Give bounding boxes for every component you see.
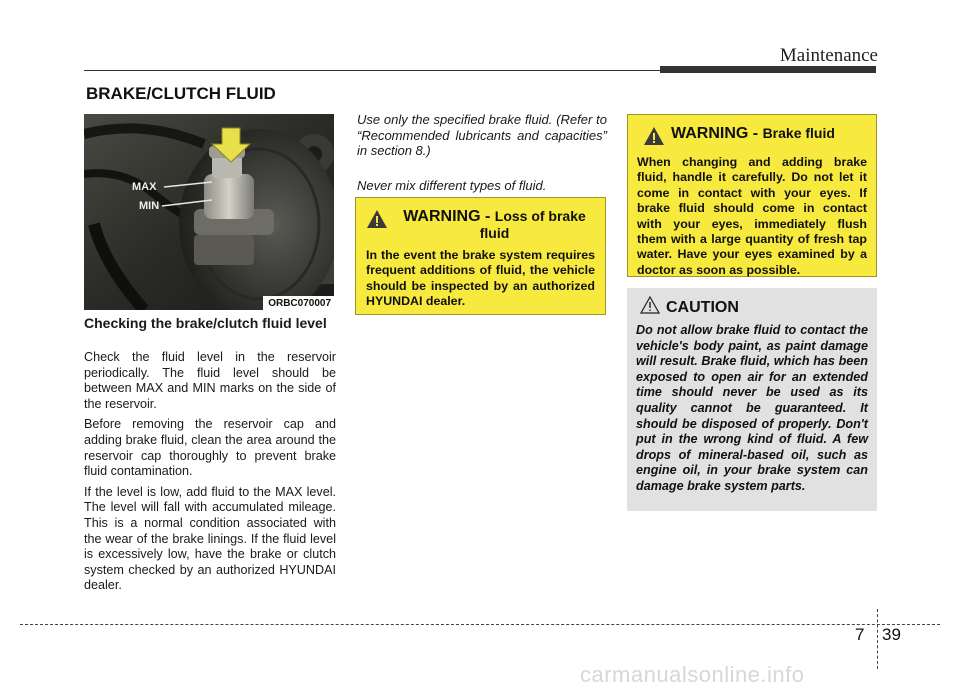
reservoir-photo [84,114,334,310]
header-rule-thick [660,66,876,73]
caution-word: CAUTION [666,298,739,316]
header-title: Maintenance [779,45,878,66]
footer-divider [877,609,878,669]
checking-body [84,350,336,599]
warning-subject: Brake fluid [762,125,835,141]
caution-box [627,288,877,511]
warning-loss-of-brake-fluid [355,197,606,315]
page-number: 39 [882,625,901,644]
min-label: MIN [139,200,160,212]
header-rule [84,70,660,71]
warning-brake-fluid [627,114,877,277]
warning-title [366,208,595,242]
section-title: BRAKE/CLUTCH FLUID [86,84,276,103]
caution-text: Do not allow brake fluid to contact the vehicle's body paint, as paint damage will result. Brake fluid, which has been exposed to open air for an extended time should never be used as its quality cannot be guaranteed. It should be disposed of properly. Don't put in the wrong kind of fluid. A few drops of mineral-based oil, such as engine oil, in your brake system can damage brake system parts. [636,323,868,493]
checking-paragraph: Check the fluid level in the reservoir periodically. The fluid level should be between MAX and MIN marks on the side of the reservoir. [84,350,336,411]
warning-text: In the event the brake system requires frequent additions of fluid, the vehicle should be inspected by an authorized HYUNDAI dealer. [366,248,595,309]
specified-fluid-note: Use only the specified brake fluid. (Refer to “Recommended lubricants and capacities” in section 8.) [357,112,607,159]
caution-title [636,296,868,319]
footer-rule [20,624,940,625]
checking-paragraph: If the level is low, add fluid to the MAX level. The level will fall with accumulated mileage. This is a normal condition associated with the wear of the brake linings. If the fluid level is excessively low, have the brake or clutch system checked by an authorized HYUNDAI dealer. [84,484,336,593]
checking-paragraph: Before removing the reservoir cap and adding brake fluid, clean the area around the reservoir cap thoroughly to prevent brake fluid contamination. [84,417,336,479]
warning-word: WARNING - [403,208,491,225]
warning-text: When changing and adding brake fluid, handle it carefully. Do not let it come in contact with your eyes. If brake fluid should come in contact with your eyes, immediately flush them with a large quantity of fresh tap water. Have your eyes examined by a doctor as soon as possible. [637,155,867,277]
watermark: carmanualsonline.info [580,662,805,687]
warning-title [637,125,867,151]
warning-triangle-icon [643,126,665,151]
warning-triangle-icon [366,209,388,234]
photo-code: ORBC070007 [263,296,334,310]
caution-triangle-icon [640,296,660,319]
warning-subject: Loss of brake fluid [479,208,586,241]
chapter-number: 7 [855,625,865,644]
max-label: MAX [132,181,157,193]
never-mix-note: Never mix different types of fluid. [357,177,547,193]
warning-word: WARNING - [671,125,759,142]
checking-heading: Checking the brake/clutch fluid level [84,315,327,331]
